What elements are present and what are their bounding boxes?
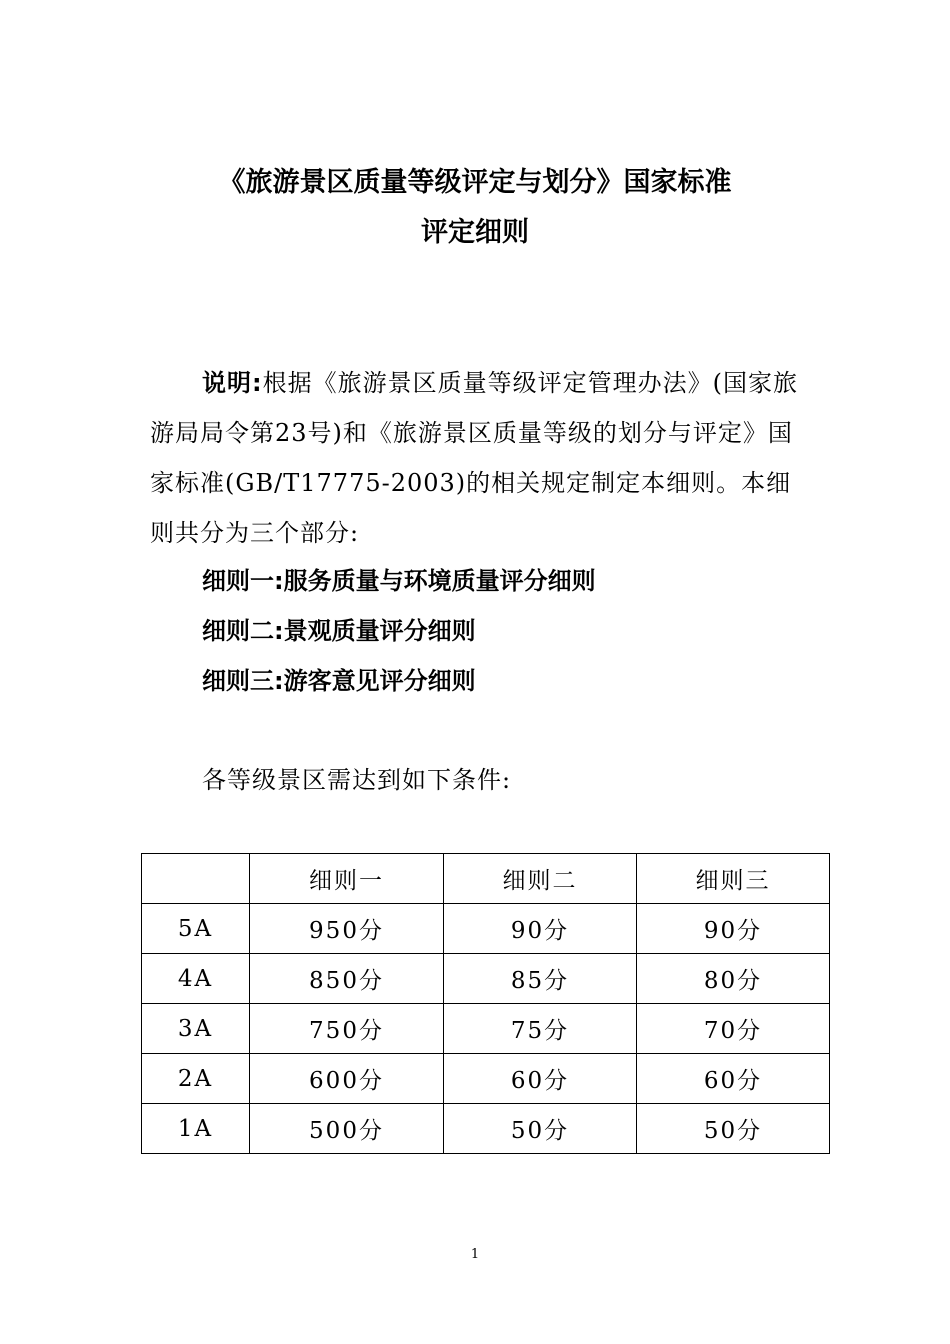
table-row: [142, 1054, 830, 1104]
table-header-cell: 细则二: [444, 854, 637, 904]
table-cell: 850分: [250, 954, 444, 1004]
table-cell: 50分: [637, 1104, 830, 1154]
intro-paragraph: [150, 358, 810, 558]
table-row: [142, 954, 830, 1004]
table-row: [142, 1004, 830, 1054]
rule-label: 细则三:: [202, 667, 284, 695]
document-title: [0, 158, 950, 258]
table-header-cell: [142, 854, 250, 904]
table-cell: 750分: [250, 1004, 444, 1054]
rule-item: [202, 606, 596, 656]
rule-item: [202, 556, 596, 606]
table-cell: 75分: [444, 1004, 637, 1054]
table-cell: 85分: [444, 954, 637, 1004]
table-cell: 4A: [142, 954, 250, 1004]
table-cell: 60分: [444, 1054, 637, 1104]
table-cell: 950分: [250, 904, 444, 954]
intro-label: 说明:: [202, 369, 263, 397]
title-line-1: 《旅游景区质量等级评定与划分》国家标准: [218, 167, 732, 198]
table-cell: 60分: [637, 1054, 830, 1104]
table-cell: 600分: [250, 1054, 444, 1104]
rule-label: 细则一:: [202, 567, 284, 595]
table-cell: 90分: [444, 904, 637, 954]
table-row: [142, 1104, 830, 1154]
rule-text: 景观质量评分细则: [283, 617, 476, 645]
rule-text: 服务质量与环境质量评分细则: [283, 567, 596, 595]
table-cell: 80分: [637, 954, 830, 1004]
table-cell: 2A: [142, 1054, 250, 1104]
grade-score-table: [141, 853, 830, 1154]
rule-text: 游客意见评分细则: [283, 667, 476, 695]
rule-item: [202, 656, 596, 706]
table-cell: 70分: [637, 1004, 830, 1054]
title-line-2: 评定细则: [421, 217, 529, 248]
table-header-row: [142, 854, 830, 904]
conditions-text: 各等级景区需达到如下条件:: [202, 766, 512, 794]
rule-label: 细则二:: [202, 617, 284, 645]
table-cell: 1A: [142, 1104, 250, 1154]
table-cell: 3A: [142, 1004, 250, 1054]
table-cell: 90分: [637, 904, 830, 954]
table-cell: 5A: [142, 904, 250, 954]
table-header-cell: 细则一: [250, 854, 444, 904]
table-cell: 500分: [250, 1104, 444, 1154]
table-header-cell: 细则三: [637, 854, 830, 904]
table-row: [142, 904, 830, 954]
table-cell: 50分: [444, 1104, 637, 1154]
page-number: 1: [470, 1247, 480, 1262]
intro-text: 根据《旅游景区质量等级评定管理办法》(国家旅游局局令第23号)和《旅游景区质量等级的划分与评定》国家标准(GB/T17775-2003)的相关规定制定本细则。本细则共分为三个部分:: [150, 369, 798, 547]
rules-list: [202, 556, 596, 706]
